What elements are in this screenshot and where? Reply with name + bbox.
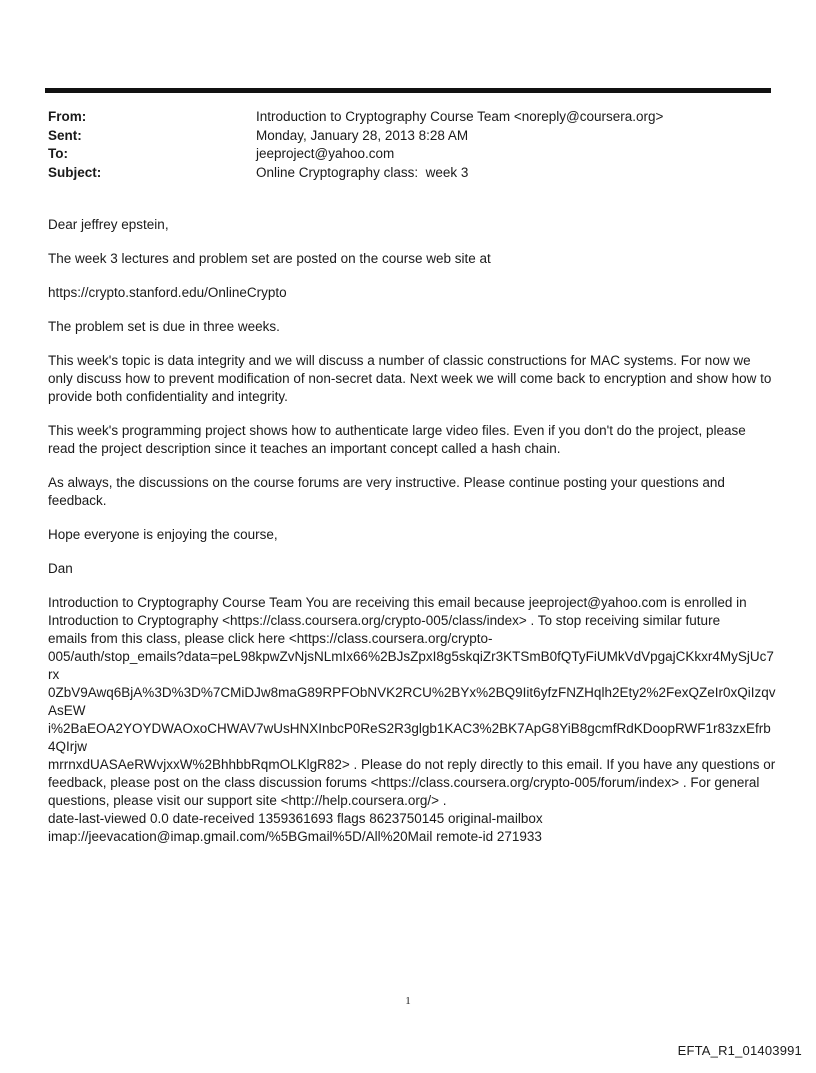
bates-number: EFTA_R1_01403991	[677, 1043, 802, 1058]
subject-label: Subject:	[48, 164, 102, 180]
page-number: 1	[405, 995, 411, 1007]
body-paragraph: This week's programming project shows how to authenticate large video files. Even if you don't do the project, please read the project description since it teaches an important concept called a hash chain.	[48, 423, 746, 456]
to-label: To:	[48, 146, 68, 161]
footer-line: date-last-viewed 0.0 date-received 1359361693 flags 8623750145 original-mailbox	[48, 811, 543, 826]
header-from-row	[48, 108, 768, 127]
greeting: Dear jeffrey epstein,	[48, 217, 169, 232]
subject-value: Online Cryptography class: week 3	[256, 164, 469, 180]
footer-line: questions, please visit our support site <http://help.coursera.org/> .	[48, 793, 447, 808]
to-value: jeeproject@yahoo.com	[256, 146, 395, 161]
footer-line: 0ZbV9Awq6BjA%3D%3D%7CMiDJw8maG89RPFObNVK2RCU%2BYx%2BQ9Iit6yfzFNZHqlh2Ety2%2FexQZeIr0xQiIzqvAsEW	[48, 685, 776, 718]
closing-line: Hope everyone is enjoying the course,	[48, 527, 278, 542]
body-paragraph: As always, the discussions on the course forums are very instructive. Please continue posting your questions and feedback.	[48, 475, 725, 508]
footer-line: 005/auth/stop_emails?data=peL98kpwZvNjsNLmIx66%2BJsZpxI8g5skqiZr3KTSmB0fQTyFiUMkVdVpgajCKkxr4MySjUc7rx	[48, 649, 774, 682]
footer-line: mrrnxdUASAeRWvjxxW%2BhhbbRqmOLKlgR82> . Please do not reply directly to this email. If you have any questions or	[48, 757, 776, 772]
footer-line: emails from this class, please click here <https://class.coursera.org/crypto-	[48, 631, 493, 646]
footer-line: feedback, please post on the class discussion forums <https://class.coursera.org/crypto-005/forum/index> . For general	[48, 775, 760, 790]
body-paragraph: The week 3 lectures and problem set are posted on the course web site at	[48, 251, 491, 266]
email-header	[48, 108, 768, 182]
footer-line: imap://jeevacation@imap.gmail.com/%5BGmail%5D/All%20Mail remote-id 271933	[48, 829, 542, 844]
sent-label: Sent:	[48, 127, 82, 143]
header-rule	[45, 88, 771, 93]
course-link[interactable]: https://crypto.stanford.edu/OnlineCrypto	[48, 285, 287, 300]
footer-line: i%2BaEOA2YOYDWAOxoCHWAV7wUsHNXInbcP0ReS2R3glgb1KAC3%2BK7ApG8YiB8gcmfRdKDoopRWF1r83zxEfrb4QIrjw	[48, 721, 771, 754]
header-subject-row	[48, 164, 768, 183]
email-footer	[48, 594, 776, 846]
email-body	[48, 216, 776, 846]
footer-line: Introduction to Cryptography <https://class.coursera.org/crypto-005/class/index> . To stop receiving similar future	[48, 613, 721, 628]
header-sent-row	[48, 127, 768, 146]
footer-line: Introduction to Cryptography Course Team You are receiving this email because jeeproject@yahoo.com is enrolled in	[48, 595, 747, 610]
header-to-row	[48, 145, 768, 164]
from-label: From:	[48, 109, 87, 124]
sent-value: Monday, January 28, 2013 8:28 AM	[256, 127, 469, 143]
from-value: Introduction to Cryptography Course Team <noreply@coursera.org>	[256, 109, 664, 124]
signature: Dan	[48, 561, 73, 576]
body-paragraph: This week's topic is data integrity and we will discuss a number of classic constructions for MAC systems. For now we only discuss how to prevent modification of non-secret data. Next week we will come back to encryption and show how to provide both confidentiality and integrity.	[48, 353, 772, 404]
body-paragraph: The problem set is due in three weeks.	[48, 319, 280, 334]
